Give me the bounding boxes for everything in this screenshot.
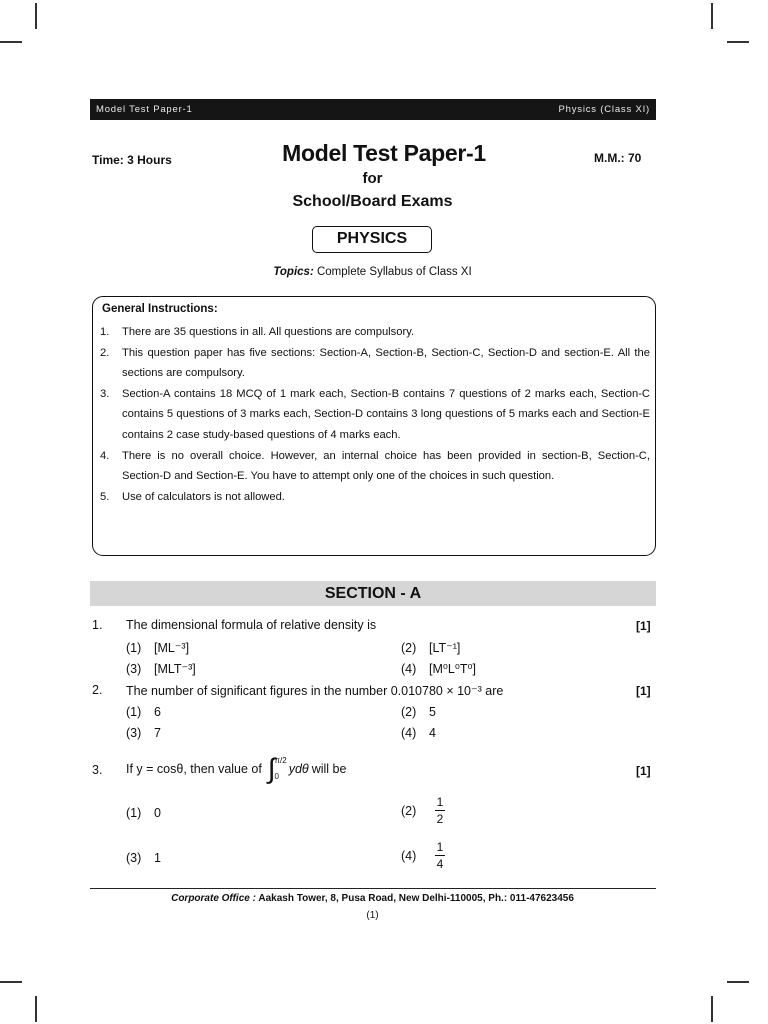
fraction-numerator: 1 xyxy=(436,840,444,854)
option-label: (1) xyxy=(126,806,142,820)
fraction-bar xyxy=(435,810,445,811)
instruction-number: 4. xyxy=(100,449,110,462)
instruction-text: Use of calculators is not allowed. xyxy=(122,490,285,503)
crop-mark xyxy=(727,981,749,983)
option-text: [LT⁻¹] xyxy=(429,641,461,655)
question-marks: [1] xyxy=(636,684,651,698)
option-label: (1) xyxy=(126,705,142,719)
fraction xyxy=(435,840,445,871)
instruction-text: This question paper has five sections: Section-A, Section-B, Section-C, Section-D and section-E. All the sections are compulsory. xyxy=(122,346,650,380)
footer-office-label: Corporate Office : xyxy=(171,893,256,904)
option xyxy=(126,806,161,820)
option xyxy=(401,705,436,719)
stem-suffix: will be xyxy=(311,762,347,776)
option-text: [M⁰L⁰T⁰] xyxy=(429,662,476,676)
running-header-right: Physics (Class XI) xyxy=(558,104,650,115)
integral-expression xyxy=(268,755,309,783)
question-number: 1. xyxy=(92,618,103,632)
crop-mark xyxy=(711,3,713,29)
option-text: 6 xyxy=(154,705,161,719)
topics-label: Topics: xyxy=(273,266,314,278)
option xyxy=(126,705,161,719)
option-label: (4) xyxy=(401,726,417,740)
page-title: Model Test Paper-1 xyxy=(282,140,486,166)
option-text: 5 xyxy=(429,705,436,719)
fraction-numerator: 1 xyxy=(436,795,444,809)
option-label: (4) xyxy=(401,848,417,863)
fraction-denominator: 4 xyxy=(436,857,444,871)
integral-upper-limit: π/2 xyxy=(274,756,287,765)
option-label: (4) xyxy=(401,662,417,676)
footer-address xyxy=(0,893,745,904)
option-label: (3) xyxy=(126,662,142,676)
option-text: 0 xyxy=(154,806,161,820)
option-text: 1 xyxy=(154,851,161,865)
option-text: [MLT⁻³] xyxy=(154,662,196,676)
option-text: 4 xyxy=(429,726,436,740)
stem-prefix: If y = cosθ, then value of xyxy=(126,762,262,776)
crop-mark xyxy=(35,996,37,1022)
integrand: ydθ xyxy=(288,762,309,776)
time-allowed: Time: 3 Hours xyxy=(92,153,172,167)
instruction-item xyxy=(100,322,650,343)
question-stem: The dimensional formula of relative density is xyxy=(126,618,377,632)
fraction-denominator: 2 xyxy=(436,812,444,826)
question-number: 2. xyxy=(92,683,103,697)
integral-sign: ∫ xyxy=(267,753,276,784)
instruction-text: There is no overall choice. However, an internal choice has been provided in section-B, Section-C, Section-D and Section-E. You have to attempt only one of the choices in such question. xyxy=(122,449,650,483)
topics-line xyxy=(0,266,745,278)
crop-mark xyxy=(0,41,22,43)
option xyxy=(126,640,189,655)
question-marks: [1] xyxy=(636,764,651,778)
question-marks: [1] xyxy=(636,619,651,633)
option xyxy=(401,661,476,676)
instruction-number: 2. xyxy=(100,346,110,359)
instruction-number: 3. xyxy=(100,387,110,400)
instruction-item xyxy=(100,384,650,446)
option-text: [ML⁻³] xyxy=(154,641,190,655)
option xyxy=(126,661,196,676)
option-label: (3) xyxy=(126,726,142,740)
question-number: 3. xyxy=(92,763,103,777)
exam-line: School/Board Exams xyxy=(292,193,453,210)
topics-value: Complete Syllabus of Class XI xyxy=(316,266,472,278)
integral-limits xyxy=(275,756,287,782)
footer-rule xyxy=(90,888,656,889)
running-header-left: Model Test Paper-1 xyxy=(96,104,193,115)
page-number: (1) xyxy=(366,910,379,921)
option xyxy=(401,640,460,655)
footer-office-text: Aakash Tower, 8, Pusa Road, New Delhi-110005, Ph.: 011-47623456 xyxy=(258,893,574,904)
question-stem xyxy=(126,755,346,783)
instruction-number: 5. xyxy=(100,490,110,503)
max-marks: M.M.: 70 xyxy=(594,151,642,165)
for-line: for xyxy=(362,170,383,187)
instructions-heading: General Instructions: xyxy=(102,303,218,315)
option xyxy=(401,726,436,740)
instruction-text: There are 35 questions in all. All questions are compulsory. xyxy=(122,326,415,338)
option-label: (3) xyxy=(126,851,142,865)
option-label: (1) xyxy=(126,641,142,655)
crop-mark xyxy=(711,996,713,1022)
option xyxy=(401,795,445,826)
option xyxy=(401,840,445,871)
option-text: 7 xyxy=(154,726,161,740)
fraction xyxy=(435,795,445,826)
question-stem: The number of significant figures in the number 0.010780 × 10⁻³ are xyxy=(126,684,504,698)
crop-mark xyxy=(0,981,22,983)
running-header xyxy=(90,99,656,120)
instructions-list xyxy=(100,322,650,507)
subject-label: PHYSICS xyxy=(312,226,432,253)
instruction-item xyxy=(100,487,650,508)
option-label: (2) xyxy=(401,705,417,719)
instruction-item xyxy=(100,446,650,487)
instruction-number: 1. xyxy=(100,326,110,338)
option-label: (2) xyxy=(401,803,417,818)
crop-mark xyxy=(35,3,37,29)
option xyxy=(126,851,161,865)
instruction-item xyxy=(100,343,650,384)
crop-mark xyxy=(727,41,749,43)
section-heading: SECTION - A xyxy=(90,581,656,606)
option xyxy=(126,726,161,740)
integral-lower-limit: 0 xyxy=(274,772,279,781)
instruction-text: Section-A contains 18 MCQ of 1 mark each, Section-B contains 7 questions of 2 marks each, Section-C contains 5 questions of 3 marks each, Section-D contains 3 long questions of 5 marks each and Section-E contains 2 case study-based questions of 4 marks each. xyxy=(122,387,650,441)
option-label: (2) xyxy=(401,641,417,655)
fraction-bar xyxy=(435,855,445,856)
